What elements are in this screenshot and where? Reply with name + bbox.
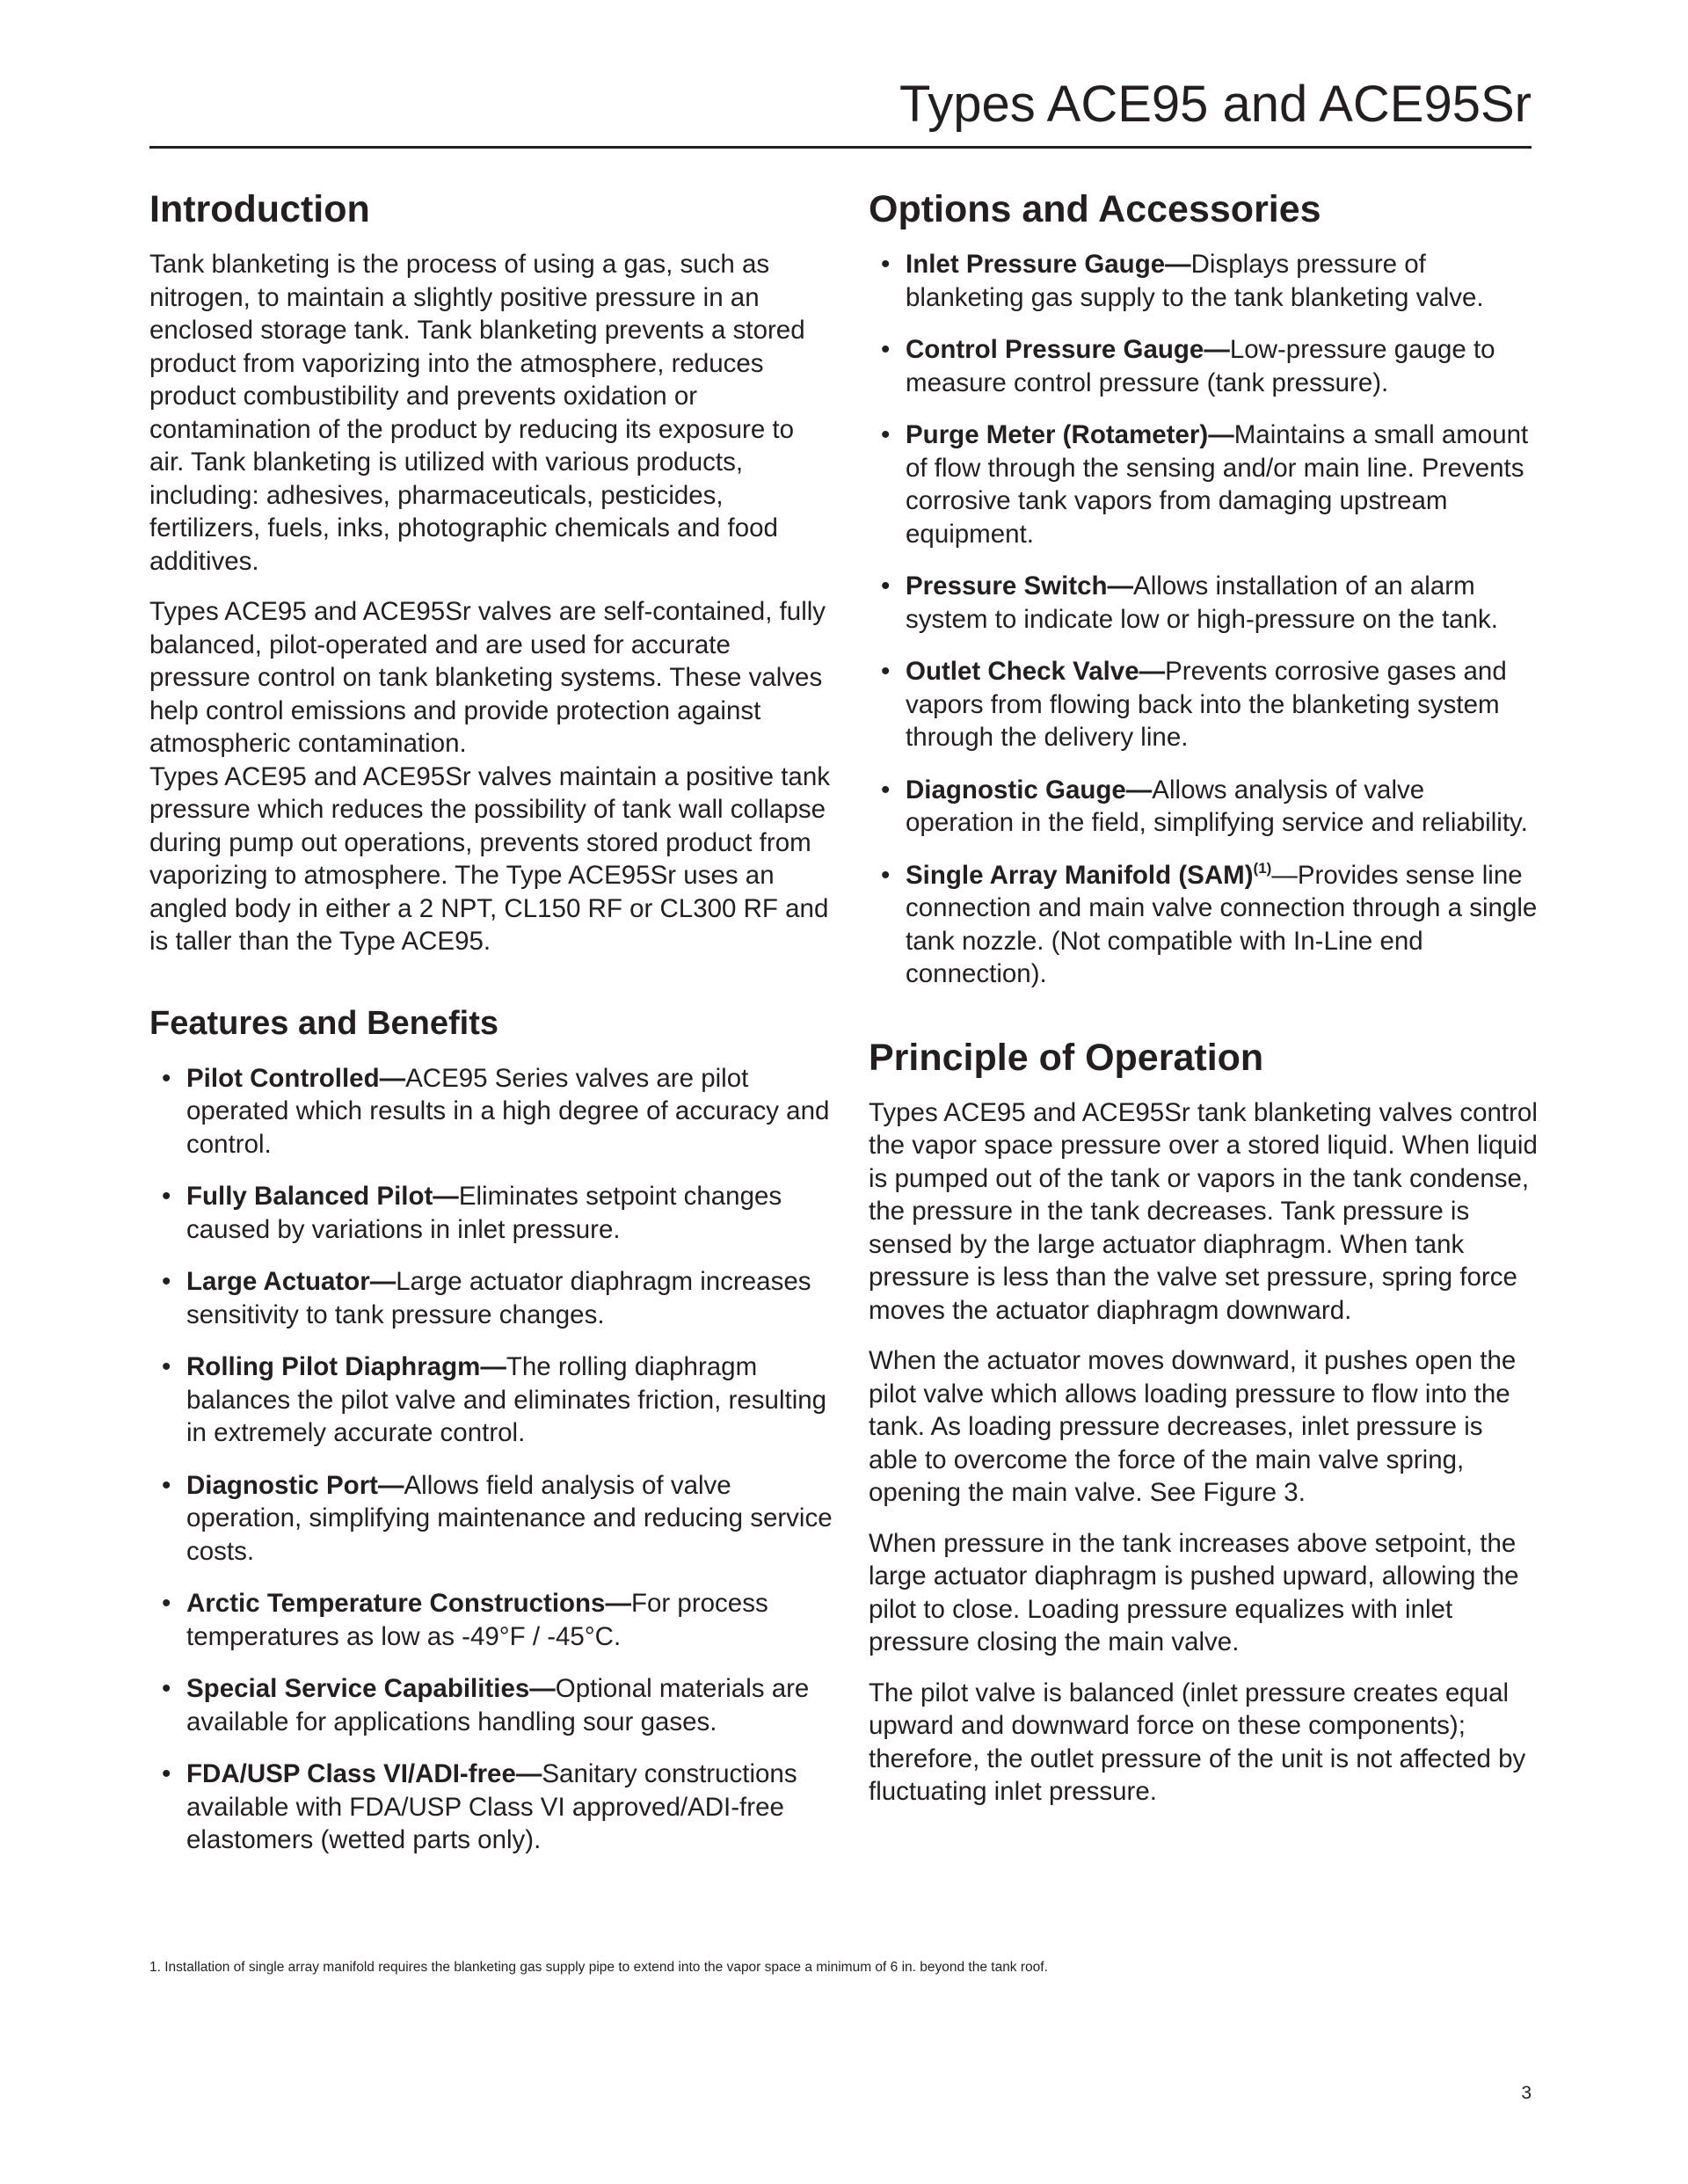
- list-item: [149, 1350, 835, 1450]
- introduction-paragraph: Types ACE95 and ACE95Sr valves are self-contained, fully balanced, pilot-operated and are used for accurate pressure control on tank blanketing systems. These valves help control emissions and provide protection against atmospheric contamination.: [149, 597, 826, 758]
- feature-term: Pilot Controlled—: [186, 1063, 406, 1093]
- option-term: Inlet Pressure Gauge—: [906, 250, 1191, 279]
- list-item: [869, 655, 1539, 754]
- bullet-icon: •: [881, 860, 891, 890]
- option-text: Maintains a small amount of flow through the sensing and/or main line. Prevents corrosive tank vapors from damaging upstream equipment.: [906, 420, 1529, 549]
- list-item: [869, 570, 1539, 636]
- list-item: [149, 1587, 835, 1653]
- principle-paragraph: When pressure in the tank increases above setpoint, the large actuator diaphragm is pushed upward, allowing the pilot to close. Loading pressure equalizes with inlet pressure closing the main valve.: [869, 1528, 1519, 1656]
- list-item: [869, 248, 1539, 314]
- bullet-icon: •: [881, 250, 891, 279]
- introduction-paragraph: Types ACE95 and ACE95Sr valves maintain a positive tank pressure which reduces the possibility of tank wall collapse during pump out operations, prevents stored product from vaporizing to atmosphere. The Type ACE95Sr uses an angled body in either a 2 NPT, CL150 RF or CL300 RF and is taller than the Type ACE95.: [149, 761, 830, 956]
- features-list: [149, 1062, 835, 1857]
- bullet-icon: •: [162, 1589, 171, 1618]
- feature-term: Arctic Temperature Constructions—: [186, 1589, 631, 1618]
- page-number: 3: [1521, 2083, 1532, 2103]
- features-heading: Features and Benefits: [149, 1004, 498, 1042]
- list-item: [869, 333, 1539, 399]
- introduction-heading: Introduction: [149, 188, 370, 230]
- right-column: [869, 186, 1539, 1826]
- option-text: Displays pressure of blanketing gas supply to the tank blanketing valve.: [906, 250, 1484, 312]
- feature-text: ACE95 Series valves are pilot operated which results in a high degree of accuracy and control.: [186, 1063, 830, 1159]
- options-list: [869, 248, 1539, 991]
- principle-paragraph: Types ACE95 and ACE95Sr tank blanketing valves control the vapor space pressure over a stored liquid. When liquid is pumped out of the tank or vapors in the tank condense, the pressure in the tank decreases. Tank pressure is sensed by the large actuator diaphragm. When tank pressure is less than the valve set pressure, spring force moves the actuator diaphragm downward.: [869, 1097, 1538, 1325]
- bullet-icon: •: [162, 1267, 171, 1296]
- header-divider: [149, 146, 1532, 149]
- list-item: [149, 1672, 835, 1738]
- option-text: Allows installation of an alarm system to indicate low or high-pressure on the tank.: [906, 571, 1498, 634]
- page-header-title: Types ACE95 and ACE95Sr: [899, 76, 1532, 133]
- option-text: Prevents corrosive gases and vapors from flowing back into the blanketing system through the delivery line.: [906, 657, 1507, 752]
- option-term: Outlet Check Valve—: [906, 657, 1166, 686]
- feature-text: Optional materials are available for applications handling sour gases.: [186, 1674, 810, 1736]
- bullet-icon: •: [162, 1352, 171, 1381]
- bullet-icon: •: [881, 657, 891, 686]
- option-text: —Provides sense line connection and main valve connection through a single tank nozzle. (Not compatible with In-Line end connection).: [906, 860, 1538, 988]
- options-heading: Options and Accessories: [869, 188, 1321, 230]
- feature-text: Large actuator diaphragm increases sensitivity to tank pressure changes.: [186, 1267, 811, 1329]
- list-item: [869, 419, 1539, 550]
- feature-text: The rolling diaphragm balances the pilot valve and eliminates friction, resulting in extremely accurate control.: [186, 1352, 827, 1447]
- option-term: Single Array Manifold (SAM): [906, 860, 1254, 890]
- bullet-icon: •: [162, 1063, 171, 1093]
- bullet-icon: •: [881, 420, 891, 449]
- feature-term: Fully Balanced Pilot—: [186, 1182, 459, 1211]
- list-item: [869, 859, 1539, 991]
- introduction-paragraph: Tank blanketing is the process of using a gas, such as nitrogen, to maintain a slightly positive pressure in an enclosed storage tank. Tank blanketing prevents a stored product from vaporizing into the atmosphere, reduces product combustibility and prevents oxidation or contamination of the product by reducing its exposure to air. Tank blanketing is utilized with various products, including: adhesives, pharmaceuticals, pesticides, fertilizers, fuels, inks, photographic chemicals and food additives.: [149, 250, 805, 576]
- principle-heading: Principle of Operation: [869, 1036, 1264, 1079]
- option-term: Purge Meter (Rotameter)—: [906, 420, 1234, 449]
- list-item: [149, 1265, 835, 1331]
- principle-paragraph: The pilot valve is balanced (inlet pressure creates equal upward and downward force on these components); therefore, the outlet pressure of the unit is not affected by fluctuating inlet pressure.: [869, 1678, 1526, 1806]
- option-term: Diagnostic Gauge—: [906, 775, 1153, 804]
- feature-term: Rolling Pilot Diaphragm—: [186, 1352, 506, 1381]
- list-item: [149, 1758, 835, 1857]
- principle-paragraph: When the actuator moves downward, it pushes open the pilot valve which allows loading pressure to flow into the tank. As loading pressure decreases, inlet pressure is able to overcome the force of the main valve spring, opening the main valve. See Figure 3.: [869, 1346, 1517, 1507]
- bullet-icon: •: [881, 335, 891, 364]
- bullet-icon: •: [881, 571, 891, 601]
- feature-text: Sanitary constructions available with FDA/USP Class VI approved/ADI-free elastomers (wetted parts only).: [186, 1759, 797, 1854]
- feature-term: Large Actuator—: [186, 1267, 397, 1296]
- list-item: [869, 774, 1539, 840]
- footnote: 1. Installation of single array manifold requires the blanketing gas supply pipe to extend into the vapor space a minimum of 6 in. beyond the tank roof.: [149, 1960, 1048, 1975]
- feature-text: Allows field analysis of valve operation, simplifying maintenance and reducing service costs.: [186, 1470, 833, 1566]
- list-item: [149, 1180, 835, 1246]
- list-item: [149, 1469, 835, 1569]
- list-item: [149, 1062, 835, 1161]
- footnote-reference: (1): [1253, 859, 1272, 877]
- feature-text: For process temperatures as low as -49°F / -45°C.: [186, 1589, 768, 1651]
- left-column: [149, 186, 835, 1876]
- feature-text: Eliminates setpoint changes caused by variations in inlet pressure.: [186, 1182, 782, 1244]
- bullet-icon: •: [162, 1674, 171, 1703]
- option-text: Allows analysis of valve operation in the field, simplifying service and reliability.: [906, 775, 1528, 837]
- option-term: Pressure Switch—: [906, 571, 1134, 601]
- option-term: Control Pressure Gauge—: [906, 335, 1230, 364]
- feature-term: Diagnostic Port—: [186, 1470, 404, 1500]
- option-text: Low-pressure gauge to measure control pressure (tank pressure).: [906, 335, 1495, 397]
- bullet-icon: •: [162, 1759, 171, 1788]
- bullet-icon: •: [162, 1182, 171, 1211]
- feature-term: Special Service Capabilities—: [186, 1674, 556, 1703]
- bullet-icon: •: [881, 775, 891, 804]
- bullet-icon: •: [162, 1470, 171, 1500]
- feature-term: FDA/USP Class VI/ADI-free—: [186, 1759, 542, 1788]
